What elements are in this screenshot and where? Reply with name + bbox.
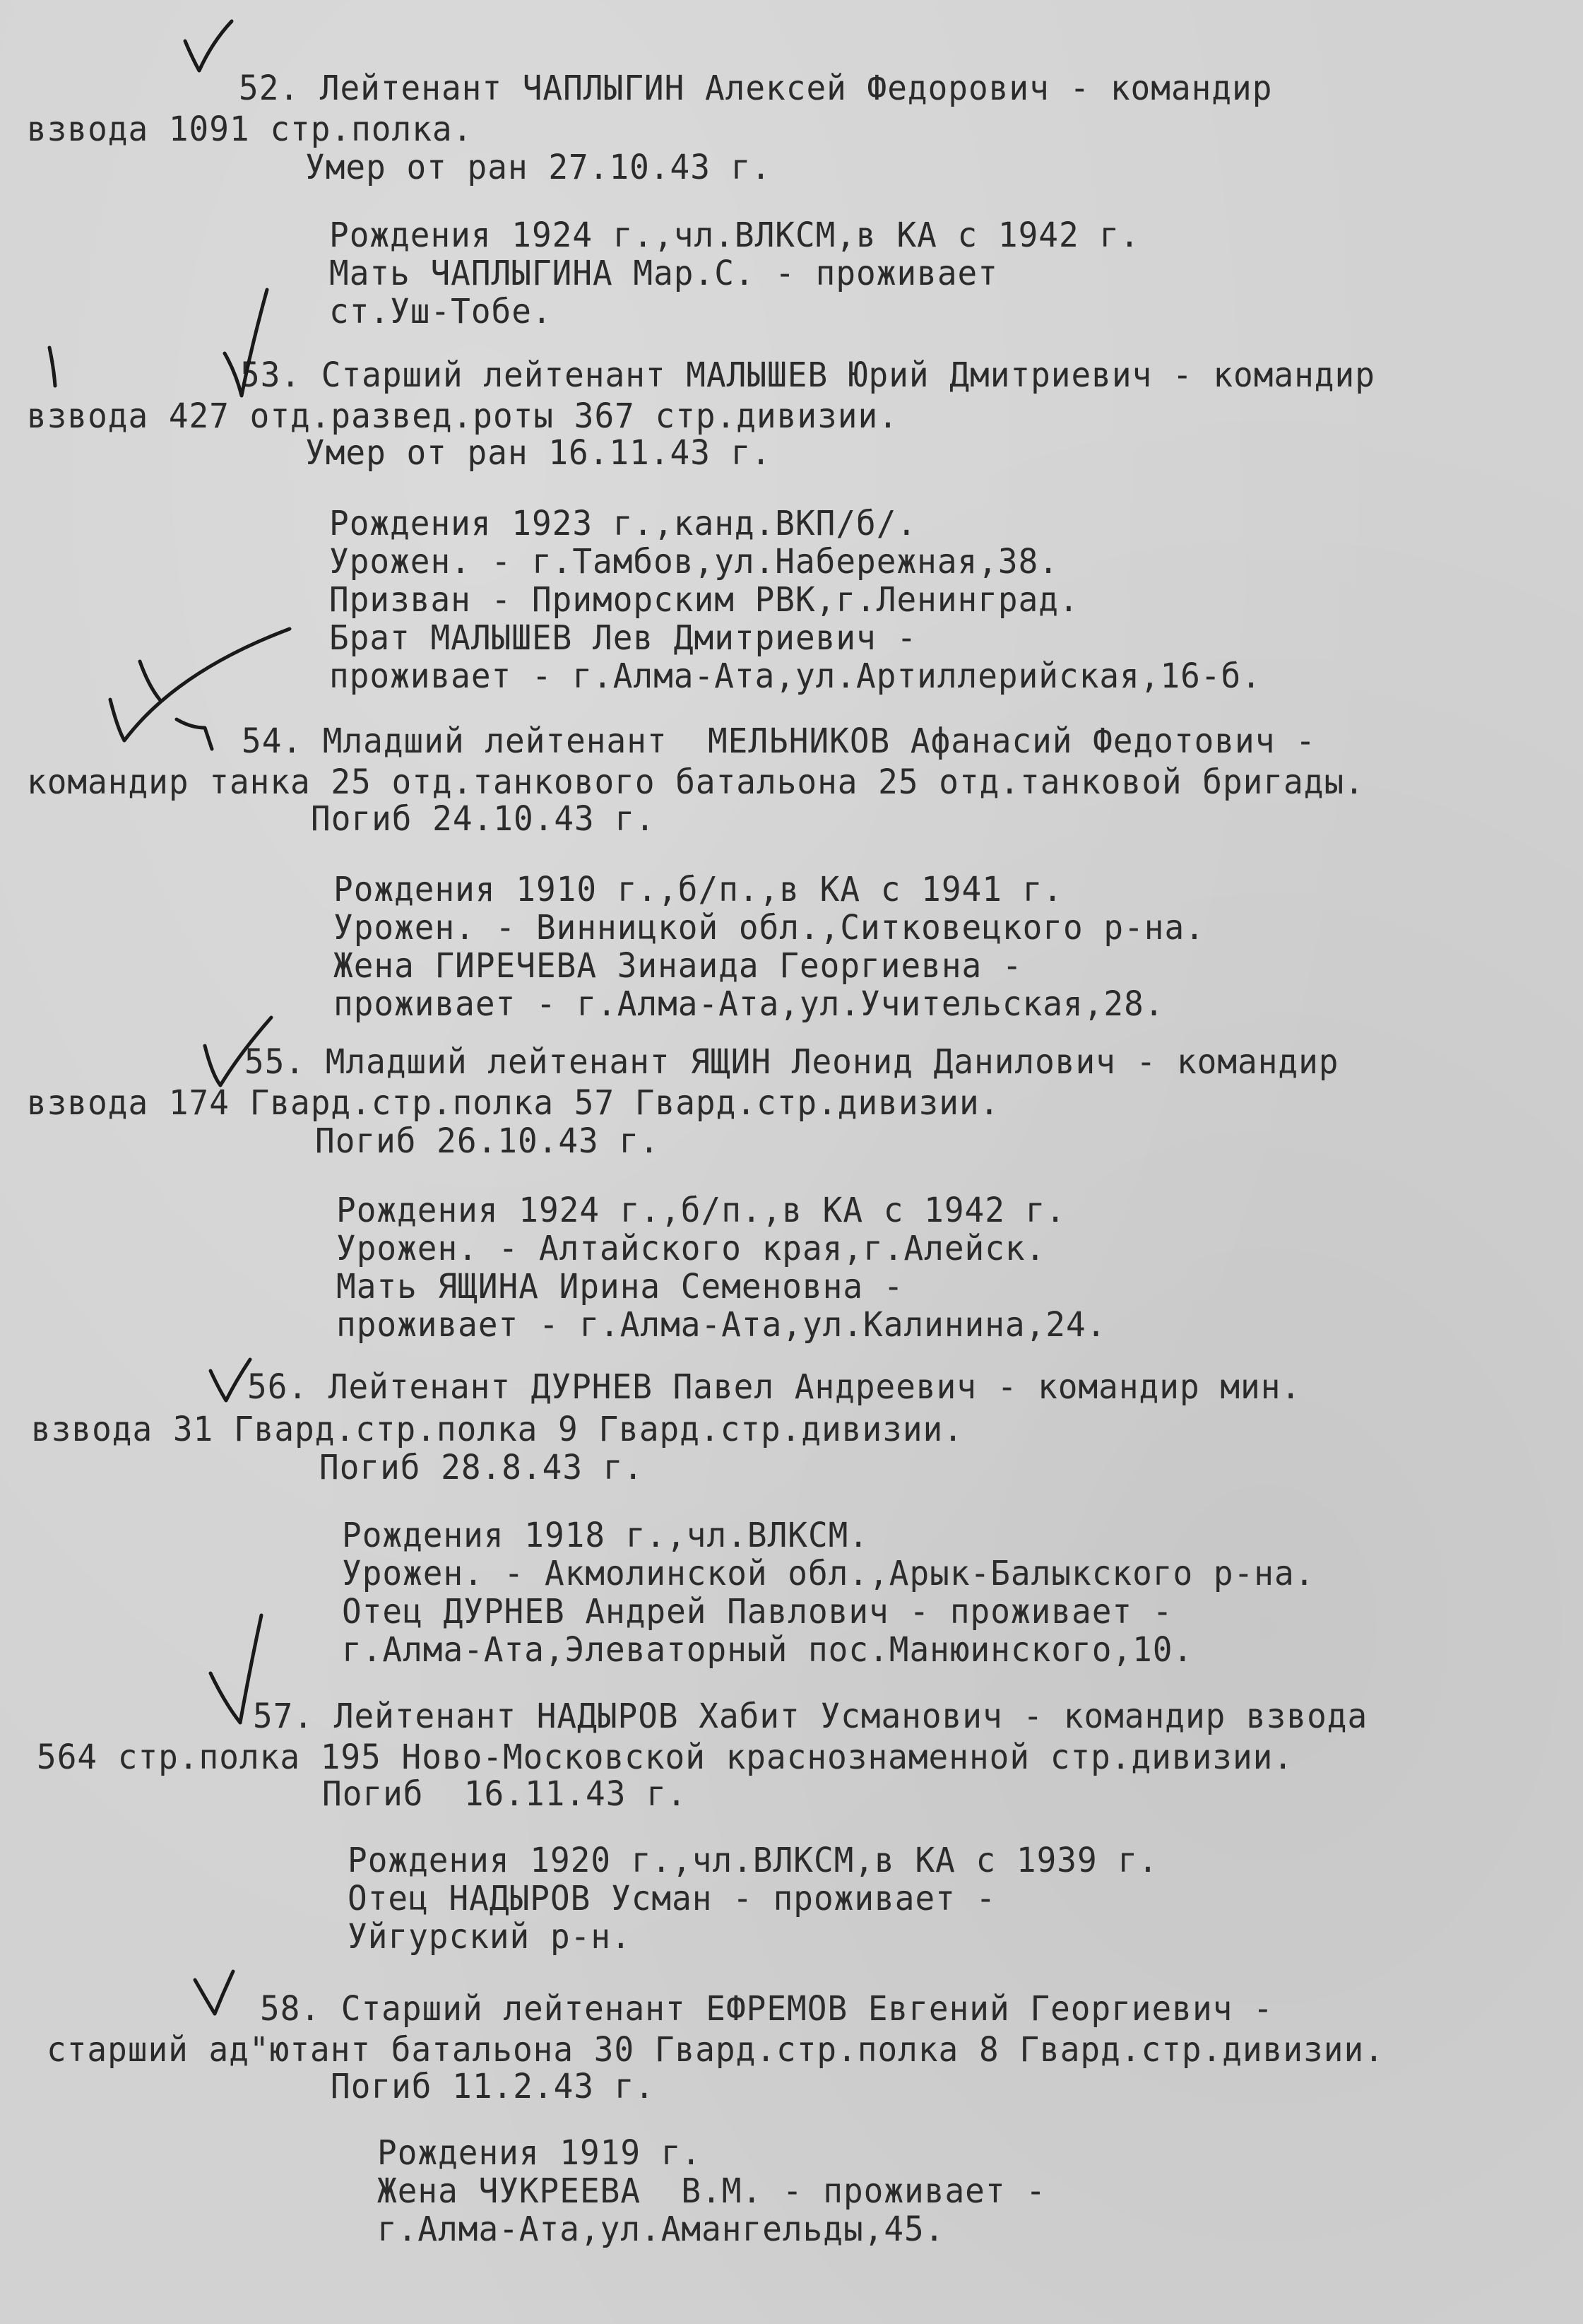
entry-58-unit: старший ад"ютант батальона 30 Гвард.стр.полка 8 Гвард.стр.дивизии. bbox=[47, 2029, 1385, 2070]
entry-54-fate: Погиб 24.10.43 г. bbox=[311, 798, 656, 839]
entry-52-heading: 52. Лейтенант ЧАПЛЫГИН Алексей Федорович - командир bbox=[239, 68, 1273, 108]
entry-53-detail: Урожен. - г.Тамбов,ул.Набережная,38. bbox=[329, 541, 1059, 582]
entry-55-detail: Урожен. - Алтайского края,г.Алейск. bbox=[336, 1228, 1046, 1268]
entry-54-detail: Урожен. - Винницкой обл.,Ситковецкого р-на. bbox=[333, 907, 1205, 948]
entry-55-heading: 55. Младший лейтенант ЯЩИН Леонид Данилович - командир bbox=[244, 1042, 1339, 1082]
entry-57-heading: 57. Лейтенант НАДЫРОВ Хабит Усманович - командир взвода bbox=[253, 1696, 1368, 1736]
entry-57-fate: Погиб 16.11.43 г. bbox=[322, 1774, 687, 1814]
entry-58-heading: 58. Старший лейтенант ЕФРЕМОВ Евгений Георгиевич - bbox=[260, 1988, 1274, 2029]
entry-58-detail: г.Алма-Ата,ул.Амангельды,45. bbox=[377, 2209, 945, 2249]
entry-57-detail: Уйгурский р-н. bbox=[348, 1916, 632, 1957]
entry-57-detail: Рождения 1920 г.,чл.ВЛКСМ,в КА с 1939 г. bbox=[348, 1840, 1158, 1880]
entry-58-fate: Погиб 11.2.43 г. bbox=[331, 2066, 656, 2106]
checkmark-icon bbox=[211, 1359, 250, 1400]
entry-53-detail: Брат МАЛЫШЕВ Лев Дмитриевич - bbox=[329, 618, 918, 658]
entry-56-detail: Рождения 1918 г.,чл.ВЛКСМ. bbox=[342, 1515, 870, 1555]
entry-55-unit: взвода 174 Гвард.стр.полка 57 Гвард.стр.дивизии. bbox=[27, 1083, 1000, 1123]
entry-54-unit: командир танка 25 отд.танкового батальона 25 отд.танковой бригады. bbox=[27, 762, 1365, 802]
entry-54-detail: Жена ГИРЕЧЕВА Зинаида Георгиевна - bbox=[333, 945, 1023, 986]
entry-53-detail: Призван - Приморским РВК,г.Ленинград. bbox=[329, 579, 1079, 620]
entry-53-detail: Рождения 1923 г.,канд.ВКП/б/. bbox=[329, 503, 918, 543]
entry-55-detail: проживает - г.Алма-Ата,ул.Калинина,24. bbox=[336, 1304, 1107, 1345]
checkmark-icon bbox=[195, 1971, 233, 2014]
entry-52-detail: Рождения 1924 г.,чл.ВЛКСМ,в КА с 1942 г. bbox=[329, 215, 1140, 255]
entry-56-heading: 56. Лейтенант ДУРНЕВ Павел Андреевич - командир мин. bbox=[247, 1367, 1302, 1407]
entry-55-detail: Мать ЯЩИНА Ирина Семеновна - bbox=[336, 1266, 904, 1306]
tick-stroke-icon bbox=[49, 348, 55, 386]
entry-54-detail: Рождения 1910 г.,б/п.,в КА с 1941 г. bbox=[333, 869, 1063, 909]
entry-55-detail: Рождения 1924 г.,б/п.,в КА с 1942 г. bbox=[336, 1190, 1066, 1230]
entry-52-unit: взвода 1091 стр.полка. bbox=[27, 109, 473, 149]
entry-52-fate: Умер от ран 27.10.43 г. bbox=[305, 147, 771, 187]
entry-58-detail: Рождения 1919 г. bbox=[377, 2133, 702, 2173]
entry-53-fate: Умер от ран 16.11.43 г. bbox=[305, 432, 771, 473]
entry-56-detail: г.Алма-Ата,Элеваторный пос.Манюинского,10. bbox=[342, 1629, 1194, 1670]
entry-53-unit: взвода 427 отд.развед.роты 367 стр.дивизии. bbox=[27, 396, 899, 436]
entry-54-detail: проживает - г.Алма-Ата,ул.Учительская,28. bbox=[333, 984, 1165, 1024]
entry-56-fate: Погиб 28.8.43 г. bbox=[319, 1447, 644, 1487]
entry-57-detail: Отец НАДЫРОВ Усман - проживает - bbox=[348, 1878, 997, 1918]
entry-58-detail: Жена ЧУКРЕЕВА В.М. - проживает - bbox=[377, 2171, 1046, 2211]
tick-stroke-icon bbox=[177, 719, 212, 749]
entry-52-detail: ст.Уш-Тобе. bbox=[329, 291, 552, 331]
entry-56-detail: Отец ДУРНЕВ Андрей Павлович - проживает - bbox=[342, 1591, 1173, 1632]
tick-stroke-icon bbox=[140, 661, 160, 700]
entry-57-unit: 564 стр.полка 195 Ново-Московской краснознаменной стр.дивизии. bbox=[37, 1737, 1294, 1777]
entry-53-heading: 53. Старший лейтенант МАЛЫШЕВ Юрий Дмитриевич - командир bbox=[240, 355, 1375, 395]
entry-52-detail: Мать ЧАПЛЫГИНА Мар.С. - проживает bbox=[329, 253, 998, 293]
entry-55-fate: Погиб 26.10.43 г. bbox=[315, 1121, 660, 1161]
checkmark-icon bbox=[185, 21, 232, 71]
entry-54-heading: 54. Младший лейтенант МЕЛЬНИКОВ Афанасий Федотович - bbox=[242, 721, 1316, 761]
entry-56-unit: взвода 31 Гвард.стр.полка 9 Гвард.стр.дивизии. bbox=[31, 1409, 964, 1449]
entry-56-detail: Урожен. - Акмолинской обл.,Арык-Балыкского р-на. bbox=[342, 1553, 1315, 1593]
entry-53-detail: проживает - г.Алма-Ата,ул.Артиллерийская,16-б. bbox=[329, 656, 1262, 696]
